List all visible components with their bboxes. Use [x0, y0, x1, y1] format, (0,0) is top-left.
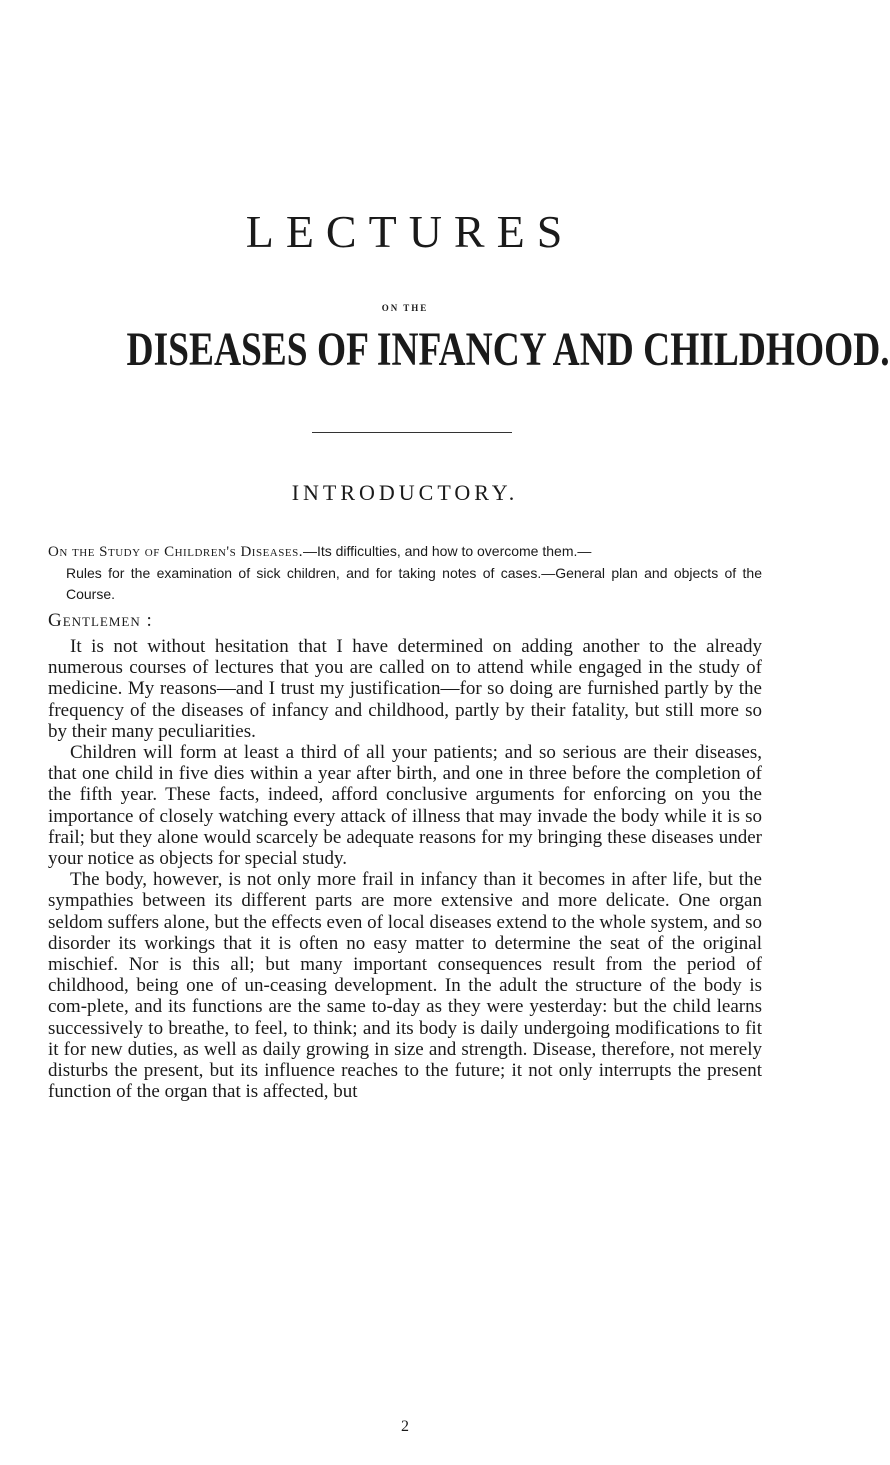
- section-heading: INTRODUCTORY.: [291, 480, 519, 505]
- summary-line-1: [48, 541, 762, 563]
- summary-lead: On the Study of Children's Diseases.: [48, 544, 303, 560]
- summary-line-2: Rules for the examination of sick children, and for taking notes of cases.—General plan and objects of the Course.: [66, 565, 762, 602]
- summary-line-1-rest: —Its difficulties, and how to overcome them.—: [302, 543, 592, 559]
- paragraph-2: Children will form at least a third of all your patients; and so serious are their diseases, that one child in five dies within a year after birth, and one in three before the completion of the fifth year. These facts, indeed, afford conclusive arguments for enforcing on you the importance of closely watching every attack of illness that may invade the body while it is so frail; but they alone would scarcely be adequate reasons for my bringing these diseases under your notice as objects for special study.: [48, 742, 762, 870]
- body-text: [48, 636, 762, 1102]
- lecture-summary: [48, 541, 762, 605]
- title-divider: [312, 432, 512, 433]
- page-number: 2: [401, 1418, 409, 1435]
- book-title: LECTURES: [245, 206, 575, 257]
- document-page: [48, 0, 890, 1465]
- book-subtitle: DISEASES OF INFANCY AND CHILDHOOD.: [126, 323, 890, 376]
- salutation: Gentlemen :: [48, 610, 153, 631]
- paragraph-1: It is not without hesitation that I have determined on adding another to the already numerous courses of lectures that you are called on to attend while engaged in the study of medicine. My reasons—and I trust my justification—for so doing are furnished partly by the frequency of the diseases of infancy and childhood, partly by their fatality, but still more so by their many peculiarities.: [48, 636, 762, 742]
- paragraph-3: The body, however, is not only more frail in infancy than it becomes in after life, but the sympathies between its different parts are more extensive and more delicate. One organ seldom suffers alone, but the effects even of local diseases extend to the whole system, and so disorder its workings that it is often no easy matter to determine the seat of the original mischief. Nor is this all; but many important consequences result from the period of childhood, being one of un-ceasing development. In the adult the structure of the body is com-plete, and its functions are the same to-day as they were yesterday: but the child learns successively to breathe, to feel, to think; and its body is daily undergoing modifications to fit it for new duties, as well as daily growing in size and strength. Disease, therefore, not merely disturbs the present, but its influence reaches to the future; it not only interrupts the present function of the organ that is affected, but: [48, 869, 762, 1103]
- title-connector: ON THE: [381, 303, 429, 313]
